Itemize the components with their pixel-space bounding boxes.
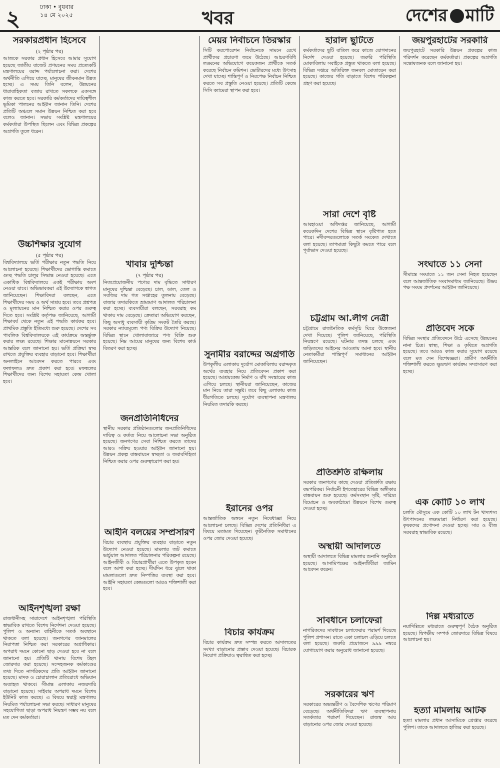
article-body: কর্মকর্তাদের ছুটি বাতিল করে কাজে যোগদানের নির্দেশ দেওয়া হয়েছে। জরুরি পরিস্থিতি মোকাবিলায় সবাইকে প্রস্তুত থাকতে বলা হয়েছে। বিভিন্ন দপ্তরে অতিরিক্ত জনবল মোতায়েন করা হয়েছে। কাজের গতি বাড়াতে বিশেষ পরিকল্পনা গ্রহণ করা হয়েছে। — [303, 49, 396, 87]
article-body: অস্থায়ী আদালতে বিভিন্ন মামলার শুনানি অনুষ্ঠিত হয়েছে। আসামিপক্ষের আইনজীবীরা জামিন আবেদন করেন। — [303, 555, 396, 574]
article-headline: প্রতিবেদ সকে — [425, 324, 475, 334]
article — [103, 528, 196, 764]
article-headline: সরকারের ঋণ — [324, 690, 375, 700]
column-rule — [299, 36, 300, 764]
article — [403, 612, 497, 702]
article-headline: হারাল ছুটিতে — [325, 36, 374, 46]
article-headline: হত্যা মামলায় আটক — [414, 706, 486, 716]
article-headline: জনপ্রতিনিধিদের — [120, 414, 179, 424]
article — [303, 210, 396, 310]
article — [203, 350, 296, 500]
brand-left: দেশের — [405, 6, 448, 26]
article-continuation: (২ পৃষ্ঠার পর) — [35, 49, 64, 55]
article-headline: বিচার কার্যক্রম — [224, 628, 275, 638]
article-headline: ইরানের ওপর — [226, 504, 273, 514]
article-headline: সরকারপ্রধান হিসেবে — [12, 36, 87, 46]
article-headline: সারা দেশে বৃষ্টি — [323, 210, 376, 220]
article — [403, 36, 497, 256]
article-headline: চট্টগ্রাম আ.লীগ নেত্রী — [310, 314, 389, 324]
article — [303, 542, 396, 612]
article-body: সরকার জনগণের কাছে দেওয়া প্রতিশ্রুতি রক্ষায় বদ্ধপরিকর। নির্বাচনী ইশতেহারের বিভিন্ন অঙ্গীকার বাস্তবায়ন শুরু হয়েছে। কর্মসংস্থান সৃষ্টি, দারিদ্র্য বিমোচন ও অবকাঠামো উন্নয়নে বিশেষ গুরুত্ব দেওয়া হচ্ছে। — [303, 481, 396, 513]
column-rule — [99, 36, 100, 764]
article — [3, 36, 96, 236]
article-body: জয়পুরহাটে সরকারি উন্নয়ন প্রকল্পের কাজ পরিদর্শন করেছেন কর্মকর্তারা। প্রকল্পের অগ্রগতি সন্তোষজনক বলে জানানো হয়। — [403, 49, 497, 68]
article-body: সিটি করপোরেশন নির্বাচনকে সামনে রেখে প্রার্থীদের প্রচারণা জমে উঠেছে। আচরণবিধি লঙ্ঘনের অভিযোগে কয়েকজন প্রার্থীকে সতর্ক করেছে নির্বাচন কমিশন। ভোটারদের মধ্যে উৎসাহ দেখা যাচ্ছে। শান্তিপূর্ণ ও নিরপেক্ষ নির্বাচন নিশ্চিত করতে সব প্রস্তুতি নেওয়া হয়েছে। প্রতিটি কেন্দ্রে সিসি ক্যামেরা স্থাপন করা হবে। — [203, 49, 296, 94]
column-rule — [199, 36, 200, 764]
article-body: স্থানীয় সরকার প্রতিষ্ঠানগুলোর জনপ্রতিনিধিদের দায়িত্ব ও কর্তব্য নিয়ে আলোচনা সভা অনুষ্ঠিত হয়েছে। জনগণের সেবা নিশ্চিত করতে তাদের আরও সক্রিয় হওয়ার আহ্বান জানানো হয়। উন্নয়ন প্রকল্প বাস্তবায়নে স্বচ্ছতা ও জবাবদিহিতা নিশ্চিত করার ওপর গুরুত্বারোপ করা হয়। — [103, 427, 196, 465]
article-body: বিশ্ববিদ্যালয়ে ভর্তি পরীক্ষার নতুন পদ্ধতি নিয়ে আলোচনা হয়েছে। শিক্ষার্থীদের ভোগান্তি কমাতে গুচ্ছ পদ্ধতি চালুর সিদ্ধান্ত নেওয়া হয়েছে। এতে একাধিক বিশ্ববিদ্যালয়ে একই পরীক্ষায় অংশ নেওয়া যাবে। অভিভাবকরা এই উদ্যোগকে স্বাগত জানিয়েছেন। শিক্ষাবিদরা বলছেন, এতে শিক্ষার্থীদের সময় ও অর্থ সাশ্রয় হবে। তবে প্রশ্নপত্র ও মূল্যায়নের মান নিশ্চিত করার ওপর গুরুত্ব দিতে হবে। সংশ্লিষ্ট কর্তৃপক্ষ জানিয়েছে, আগামী শিক্ষাবর্ষ থেকে নতুন এই পদ্ধতি কার্যকর হবে। প্রাথমিক প্রস্তুতি ইতিমধ্যে শুরু হয়েছে। দেশের সব পাবলিক বিশ্ববিদ্যালয়কে এই কার্যক্রমে অন্তর্ভুক্ত করার লক্ষ্য রয়েছে। শিক্ষার মানোন্নয়নে সরকার আন্তরিক বলে জানানো হয়। ভর্তি প্রক্রিয়া স্বচ্ছ রাখতে প্রযুক্তির ব্যবহার বাড়ানো হবে। শিক্ষার্থীরা অনলাইনে আবেদন করতে পারবে এবং ফলাফলও দ্রুত প্রকাশ করা হবে। মফস্বলের শিক্ষার্থীদের জন্য বিশেষ সহায়তা কেন্দ্র খোলা হবে। — [3, 261, 96, 385]
brand-mark-icon — [450, 9, 464, 23]
article-body: বিচার ব্যবস্থায় প্রযুক্তির ব্যবহার বাড়াতে নতুন উদ্যোগ নেওয়া হয়েছে। মামলার জট কমাতে ভার্চুয়াল আদালত পরিচালনার পরিকল্পনা রয়েছে। আইনজীবী ও বিচারপ্রার্থীরা এতে উপকৃত হবেন বলে আশা করা হচ্ছে। দীর্ঘদিন ধরে ঝুলে থাকা মামলাগুলো দ্রুত নিষ্পত্তির ব্যবস্থা করা হবে। আইনি সহায়তা কেন্দ্রগুলো আরও শক্তিশালী করা হবে। — [103, 541, 196, 593]
article — [303, 36, 396, 206]
article — [403, 498, 497, 608]
article-body: চট্টগ্রামে রাজনৈতিক কর্মসূচি ঘিরে উত্তেজনা দেখা দিয়েছে। পুলিশ জানিয়েছে, পরিস্থিতি নিয়ন্ত্রণে রয়েছে। ঘটনার তদন্ত চলছে এবং জড়িতদের আইনের আওতায় আনা হবে। স্থানীয় নেতাকর্মীরা শান্তিপূর্ণ সমাধানের আহ্বান জানিয়েছেন। — [303, 327, 396, 365]
article-headline: সুনামীর বরাদ্দের অগ্রগতি — [204, 350, 295, 360]
article-body: হত্যা মামলার প্রধান আসামিকে গ্রেপ্তার করেছে পুলিশ। তাকে আদালতে হাজির করা হয়েছে। — [403, 719, 497, 731]
article-headline: অস্থায়ী আদালতে — [318, 542, 381, 552]
article — [403, 260, 497, 320]
article — [203, 36, 296, 346]
article-headline: মেয়র নির্বাচনে তিরস্কার — [208, 36, 291, 46]
article-headline: সাবধানে চলাফেরা — [316, 616, 383, 626]
brand-logo — [405, 3, 494, 31]
article-body: আজকে সরকার প্রধান হিসেবে আমার সুযোগ হয়েছে জাতীয় বাজেট প্রণয়নের সময় প্রত্যেকটি মন্ত্রণালয়ের বরাদ্দ পর্যালোচনা করা। দেশের অর্থনীতি এগিয়ে যাচ্ছে, মানুষের জীবনমান উন্নত হচ্ছে। এ সময় তিনি বলেন, উন্নয়নের ধারাবাহিকতা বজায় রাখতে সকলকে একসঙ্গে কাজ করতে হবে। সরকারি কর্মকর্তাদের দায়িত্বশীল ভূমিকা পালনের আহ্বান জানান তিনি। দেশের প্রতিটি অঞ্চলে সমান উন্নয়ন নিশ্চিত করা হবে বলেও জানান। সভায় সংশ্লিষ্ট মন্ত্রণালয়ের কর্মকর্তারা উপস্থিত ছিলেন এবং বিভিন্ন প্রকল্পের অগ্রগতি তুলে ধরেন। — [3, 57, 96, 135]
article — [103, 414, 196, 524]
article-body: আন্তর্জাতিক অঙ্গনে নতুন নিষেধাজ্ঞা নিয়ে আলোচনা চলছে। বিভিন্ন দেশের প্রতিনিধিরা এ বিষয়ে মতামত দিয়েছেন। কূটনৈতিক সমাধানের ওপর জোর দেওয়া হয়েছে। — [203, 517, 296, 542]
column-rule — [399, 36, 400, 764]
article — [303, 616, 396, 686]
article-headline: প্রতিশ্রুতি রক্ষিলায় — [316, 468, 383, 478]
article-body: আবহাওয়া অধিদপ্তর জানিয়েছে, আগামী কয়েকদিন দেশের বিভিন্ন স্থানে বৃষ্টিপাত হতে পারে। নদীবন্দরগুলোকে সতর্ক সংকেত দেখাতে বলা হয়েছে। তাপমাত্রা কিছুটা কমতে পারে বলে পূর্বাভাস দেওয়া হয়েছে। — [303, 223, 396, 255]
article — [3, 240, 96, 600]
article-continuation: (৭ পৃষ্ঠার পর) — [135, 273, 164, 279]
article-headline: সংঘাতে ১১ সেনা — [418, 260, 482, 270]
article-body: সরকারের অভ্যন্তরীণ ও বৈদেশিক ঋণের পরিমাণ বেড়েছে। অর্থনীতিবিদরা ঋণ ব্যবস্থাপনায় সতর্কতার পরামর্শ দিয়েছেন। রাজস্ব আয় বাড়ানোর ওপর জোর দেওয়া হয়েছে। — [303, 703, 396, 728]
article-body: চলতি মৌসুমে এক কোটি ১০ লাখ টন খাদ্যশস্য উৎপাদনের লক্ষ্যমাত্রা নির্ধারণ করা হয়েছে। কৃষকদের প্রণোদনা দেওয়া হচ্ছে। সার ও বীজ সরবরাহ স্বাভাবিক রয়েছে। — [403, 511, 497, 536]
article-headline: জয়পুরহাটের সরকারি — [412, 36, 488, 46]
date-line: ঢাকা • বুধবার ১৪ মে ২০২৫ — [40, 4, 74, 19]
article — [303, 468, 396, 538]
article-headline: খাবার দুশ্চিন্তা — [125, 260, 174, 270]
article — [203, 628, 296, 764]
article-headline: দিল্ল মধ্যরাতে — [426, 612, 474, 622]
article-body: রাজধানীসহ সারাদেশে আইনশৃঙ্খলা পরিস্থিতি স্বাভাবিক রাখতে বিশেষ নির্দেশনা দেওয়া হয়েছে। পুলিশ ও অন্যান্য বাহিনীকে সতর্ক অবস্থানে থাকতে বলা হয়েছে। জনগণের জানমালের নিরাপত্তা নিশ্চিত করা সরকারের অগ্রাধিকার। অপরাধ দমনে কোনো ছাড় দেওয়া হবে না বলে জানানো হয়। প্রতিটি থানায় বিশেষ টহল জোরদার করা হয়েছে। সন্দেহজনক কর্মকাণ্ডের তথ্য দিতে নাগরিকদের প্রতি আহ্বান জানানো হয়েছে। মাদক ও চোরাচালান প্রতিরোধে অভিযান অব্যাহত থাকবে। সীমান্ত এলাকায় নজরদারি বাড়ানো হয়েছে। সাইবার অপরাধ দমনে বিশেষ ইউনিট কাজ করছে। এ বিষয়ে স্বরাষ্ট্র মন্ত্রণালয় নিয়মিত পর্যালোচনা সভা করছে। সাধারণ মানুষের সহযোগিতা ছাড়া অপরাধ নিয়ন্ত্রণ সম্ভব নয় বলে মত দেন কর্মকর্তারা। — [3, 617, 96, 721]
article-body: নয়াদিল্লিতে মধ্যরাতে গুরুত্বপূর্ণ বৈঠক অনুষ্ঠিত হয়েছে। দ্বিপক্ষীয় সম্পর্ক জোরদারে বিভিন্ন বিষয়ে আলোচনা হয়। — [403, 625, 497, 644]
article — [303, 314, 396, 464]
article-body: সীমান্তে সংঘাতে ১১ জন সেনা নিহত হয়েছেন বলে আন্তর্জাতিক সংবাদমাধ্যম জানিয়েছে। উভয় পক্ষ সংযম প্রদর্শনের আহ্বান জানিয়েছে। — [403, 273, 497, 292]
article — [303, 690, 396, 764]
article-body: নাগরিকদের সাবধানে চলাফেরার পরামর্শ দিয়েছে পুলিশ প্রশাসন। রাতে একা চলাচল এড়িয়ে চলতে বলা হয়েছে। জরুরি প্রয়োজনে ৯৯৯ নম্বরে যোগাযোগ করার অনুরোধ জানানো হয়েছে। — [303, 629, 396, 654]
article — [403, 324, 497, 494]
article-headline: উচ্চশিক্ষার সুযোগ — [17, 240, 82, 250]
article-body: বিভিন্ন সংস্থার প্রতিবেদনে উঠে এসেছে উন্নয়নের নানা চিত্র। স্বাস্থ্য, শিক্ষা ও কৃষিতে অগ্রগতি হয়েছে। তবে আরও কাজ করার সুযোগ রয়েছে বলে মত দেন বিশেষজ্ঞরা। গ্রামীণ অর্থনীতি শক্তিশালী করতে ক্ষুদ্রঋণ কার্যক্রম সম্প্রসারণ করা হচ্ছে। — [403, 337, 497, 375]
article-headline: আইনশৃঙ্খলা রক্ষা — [18, 604, 81, 614]
section-title: খবর — [202, 8, 234, 29]
article — [203, 504, 296, 624]
article-continuation: (৫ পৃষ্ঠার পর) — [35, 253, 64, 259]
article-body: উপকূলীয় এলাকায় দুর্যোগ মোকাবিলায় বরাদ্দকৃত অর্থের ব্যবহার নিয়ে প্রতিবেদন প্রকাশ করা হয়েছে। আশ্রয়কেন্দ্র নির্মাণ ও বাঁধ সংস্কারের কাজ এগিয়ে চলছে। স্থানীয়রা জানিয়েছেন, কাজের মান নিয়ে তারা সন্তুষ্ট। তবে কিছু এলাকায় কাজ ধীরগতিতে চলছে। দুর্যোগ ব্যবস্থাপনা মন্ত্রণালয় নিয়মিত তদারকি করছে। — [203, 363, 296, 408]
article-headline: আইনি বলয়ের সম্প্রসারণ — [104, 528, 195, 538]
article-headline: এক কোটি ১০ লাখ — [415, 498, 485, 508]
article — [3, 604, 96, 764]
article-body: বিচার কার্যক্রম দ্রুত সম্পন্ন করতে আদালতের সংখ্যা বাড়ানোর প্রস্তাব দেওয়া হয়েছে। বিচারক নিয়োগ প্রক্রিয়াও ত্বরান্বিত করা হচ্ছে। — [203, 641, 296, 660]
masthead — [0, 0, 500, 32]
article — [403, 706, 497, 764]
brand-right: মাটি — [465, 6, 494, 26]
page-number: ২ — [6, 7, 21, 32]
article-body: নিত্যপ্রয়োজনীয় পণ্যের দাম বৃদ্ধিতে সাধারণ মানুষের দুশ্চিন্তা বেড়েছে। চাল, ডাল, তেল ও সবজির দাম গত সপ্তাহের তুলনায় বেড়েছে। বাজার তদারকিতে ভ্রাম্যমাণ আদালত পরিচালনা করা হচ্ছে। ব্যবসায়ীরা বলছেন, সরবরাহ কম থাকায় দাম বেড়েছে। ক্রেতারা অভিযোগ করছেন, কিছু অসাধু ব্যবসায়ী কৃত্রিম সংকট তৈরি করছে। সরকার ন্যায্যমূল্যে পণ্য বিক্রির উদ্যোগ নিয়েছে। বিভিন্ন স্থানে খোলাবাজারে পণ্য বিক্রি শুরু হয়েছে। নিম্ন আয়ের মানুষের জন্য বিশেষ কার্ড বিতরণ করা হচ্ছে। — [103, 281, 196, 352]
article — [103, 260, 196, 410]
